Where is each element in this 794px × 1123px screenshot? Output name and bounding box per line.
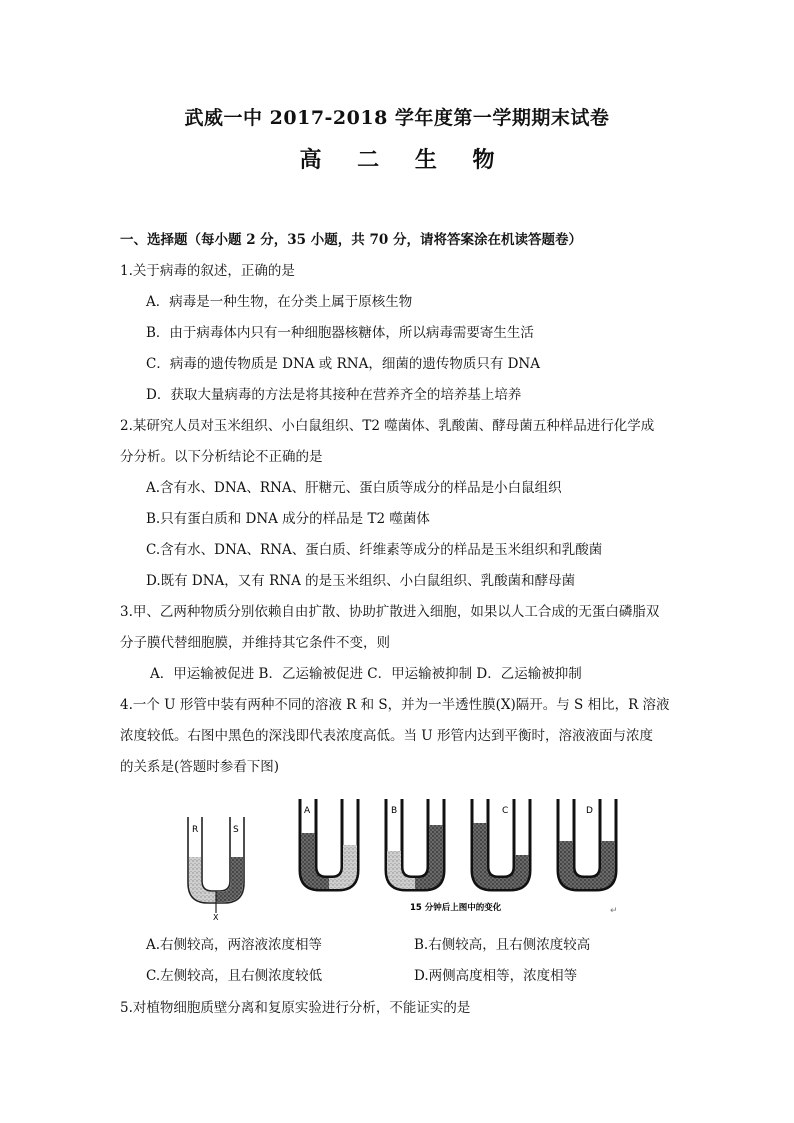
question-4-stem-line-3: 的关系是(答题时参看下图) bbox=[120, 759, 280, 775]
tube-label-d: D bbox=[586, 806, 593, 816]
label-s: S bbox=[233, 825, 239, 835]
question-3-stem-line-2: 分子膜代替细胞膜，并维持其它条件不变，则 bbox=[120, 635, 390, 651]
question-4-stem-line-1: 4.一个 U 形管中装有两种不同的溶液 R 和 S，并为一半透性膜(X)隔开。与 S 相比，R 溶液 bbox=[120, 697, 670, 713]
question-2-stem-line-1: 2.某研究人员对玉米组织、小白鼠组织、T2 噬菌体、乳酸菌、酵母菌五种样品进行化学成 bbox=[120, 418, 655, 434]
question-1-option-b: B．由于病毒体内只有一种细胞器核糖体，所以病毒需要寄生生活 bbox=[146, 325, 534, 341]
question-4-option-b: B.右侧较高，且右侧浓度较高 bbox=[414, 937, 591, 953]
question-4-option-c: C.左侧较高，且右侧浓度较低 bbox=[146, 968, 323, 984]
question-5-stem: 5.对植物细胞质壁分离和复原实验进行分析，不能证实的是 bbox=[120, 1000, 471, 1016]
question-4-option-a: A.右侧较高，两溶液浓度相等 bbox=[146, 937, 323, 953]
question-1-stem: 1.关于病毒的叙述，正确的是 bbox=[120, 263, 295, 279]
section-heading: 一、选择题（每小题 2 分，35 小题，共 70 分，请将答案涂在机读答题卷） bbox=[120, 232, 582, 248]
question-3-stem-line-1: 3.甲、乙两种物质分别依赖自由扩散、协助扩散进入细胞，如果以人工合成的无蛋白磷脂双 bbox=[120, 604, 660, 620]
question-2-stem-line-2: 分分析。以下分析结论不正确的是 bbox=[120, 449, 323, 465]
subject-title: 高 二 生 物 bbox=[299, 147, 509, 173]
question-2-option-c: C.含有水、DNA、RNA、蛋白质、纤维素等成分的样品是玉米组织和乳酸菌 bbox=[146, 542, 603, 558]
question-3-options: A．甲运输被促进 B．乙运输被促进 C．甲运输被抑制 D．乙运输被抑制 bbox=[150, 666, 582, 682]
question-1-option-d: D．获取大量病毒的方法是将其接种在营养齐全的培养基上培养 bbox=[146, 387, 522, 403]
exam-title: 武威一中 2017-2018 学年度第一学期期末试卷 bbox=[184, 107, 610, 129]
question-1-option-a: A．病毒是一种生物，在分类上属于原核生物 bbox=[146, 294, 413, 310]
u-tube-c bbox=[472, 799, 530, 890]
paragraph-mark: ↵ bbox=[610, 906, 618, 916]
question-1-option-c: C．病毒的遗传物质是 DNA 或 RNA，细菌的遗传物质只有 DNA bbox=[146, 356, 540, 372]
question-4-stem-line-2: 浓度较低。右图中黑色的深浅即代表浓度高低。当 U 形管内达到平衡时，溶液液面与浓度 bbox=[120, 728, 653, 744]
original-u-tube bbox=[188, 817, 244, 920]
u-tube-a bbox=[300, 799, 358, 890]
u-tube-figure bbox=[180, 795, 630, 920]
question-2-option-d: D.既有 DNA，又有 RNA 的是玉米组织、小白鼠组织、乳酸菌和酵母菌 bbox=[146, 573, 576, 589]
question-4-option-d: D.两侧高度相等，浓度相等 bbox=[414, 968, 578, 984]
question-2-option-a: A.含有水、DNA、RNA、肝糖元、蛋白质等成分的样品是小白鼠组织 bbox=[146, 480, 562, 496]
tube-label-a: A bbox=[304, 806, 311, 816]
u-tube-b bbox=[386, 799, 444, 890]
label-x: X bbox=[213, 913, 219, 920]
figure-caption: 15 分钟后上图中的变化 bbox=[410, 903, 502, 913]
tube-label-b: B bbox=[391, 806, 398, 816]
label-r: R bbox=[192, 825, 199, 835]
question-2-option-b: B.只有蛋白质和 DNA 成分的样品是 T2 噬菌体 bbox=[146, 511, 430, 527]
tube-label-c: C bbox=[502, 806, 509, 816]
u-tube-d bbox=[558, 799, 616, 890]
